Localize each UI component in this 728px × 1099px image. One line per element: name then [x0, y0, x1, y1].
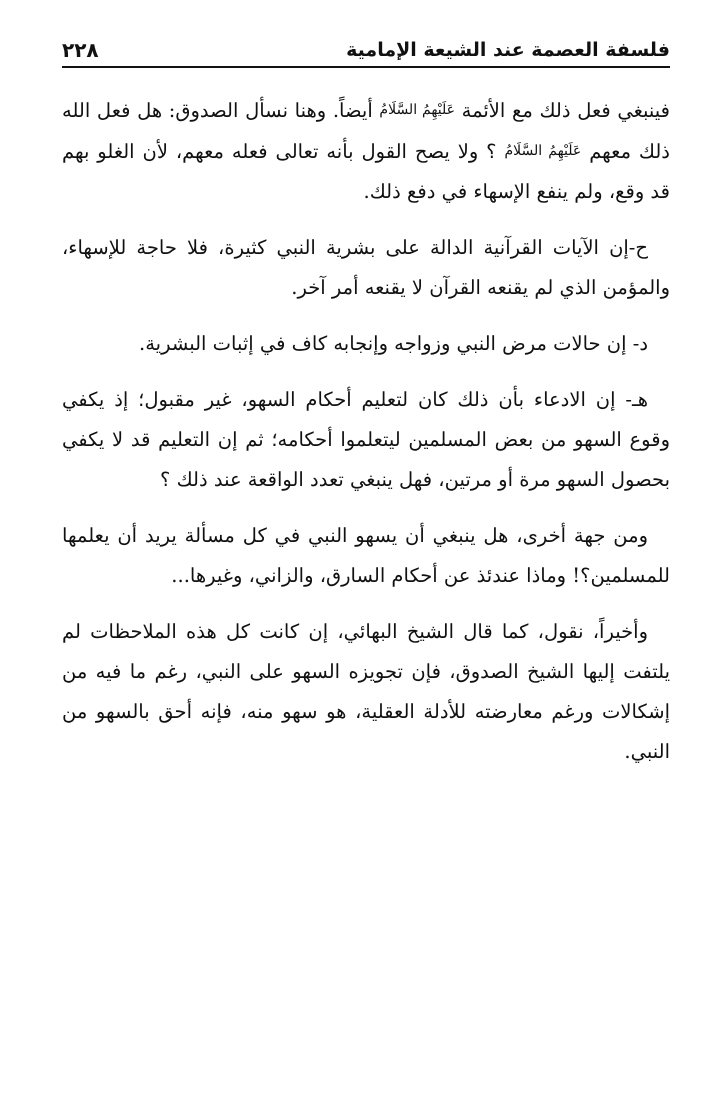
paragraph-text: ؟ ولا يصح القول بأنه تعالى فعله معهم، لأن الغلو بهم قد وقع، ولم ينفع الإسهاء في دفع ذلك. — [62, 140, 670, 203]
page-content — [62, 90, 670, 772]
paragraph-other-side: ومن جهة أخرى، هل ينبغي أن يسهو النبي في كل مسألة يريد أن يعلمها للمسلمين؟! وماذا عندئذ عن أحكام السارق، والزاني، وغيرها... — [62, 524, 670, 587]
book-page — [62, 28, 670, 788]
paragraph-point-dal: د- إن حالات مرض النبي وزواجه وإنجابه كاف في إثبات البشرية. — [139, 332, 648, 355]
paragraph-text: أيضاً. وهنا نسأل الصدوق: هل فعل الله ذلك معهم — [62, 99, 670, 163]
header-title: فلسفة العصمة عند الشيعة الإمامية — [346, 39, 670, 61]
page-number: ٢٢٨ — [62, 38, 99, 62]
paragraph-imams — [62, 90, 670, 212]
running-header — [62, 28, 670, 68]
paragraph-conclusion: وأخيراً، نقول، كما قال الشيخ البهائي، إن كانت كل هذه الملاحظات لم يلتفت إليها الشيخ الصدوق، فإن تجويزه السهو على النبي، رغم ما فيه من إشكالات ورغم معارضته للأدلة العقلية، هو سهو منه، فإنه أحق بالسهو من النبي. — [62, 620, 670, 763]
paragraph-point-heh: هـ- إن الادعاء بأن ذلك كان لتعليم أحكام السهو، غير مقبول؛ إذ يكفي وقوع السهو من بعض المسلمين ليتعلموا أحكامه؛ ثم إن التعليم قد لا يكفي بحصول السهو مرة أو مرتين، فهل ينبغي تعدد الواقعة عند ذلك ؟ — [62, 388, 670, 491]
honorific-mark: عَلَيْهِمُ السَّلَامُ — [504, 143, 582, 159]
paragraph-point-ha: ح-إن الآيات القرآنية الدالة على بشرية النبي كثيرة، فلا حاجة للإسهاء، والمؤمن الذي لم يقنعه القرآن لا يقنعه أمر آخر. — [62, 236, 670, 299]
honorific-mark: عَلَيْهِمُ السَّلَامُ — [379, 102, 455, 118]
paragraph-text: فينبغي فعل ذلك مع الأئمة — [454, 99, 670, 122]
